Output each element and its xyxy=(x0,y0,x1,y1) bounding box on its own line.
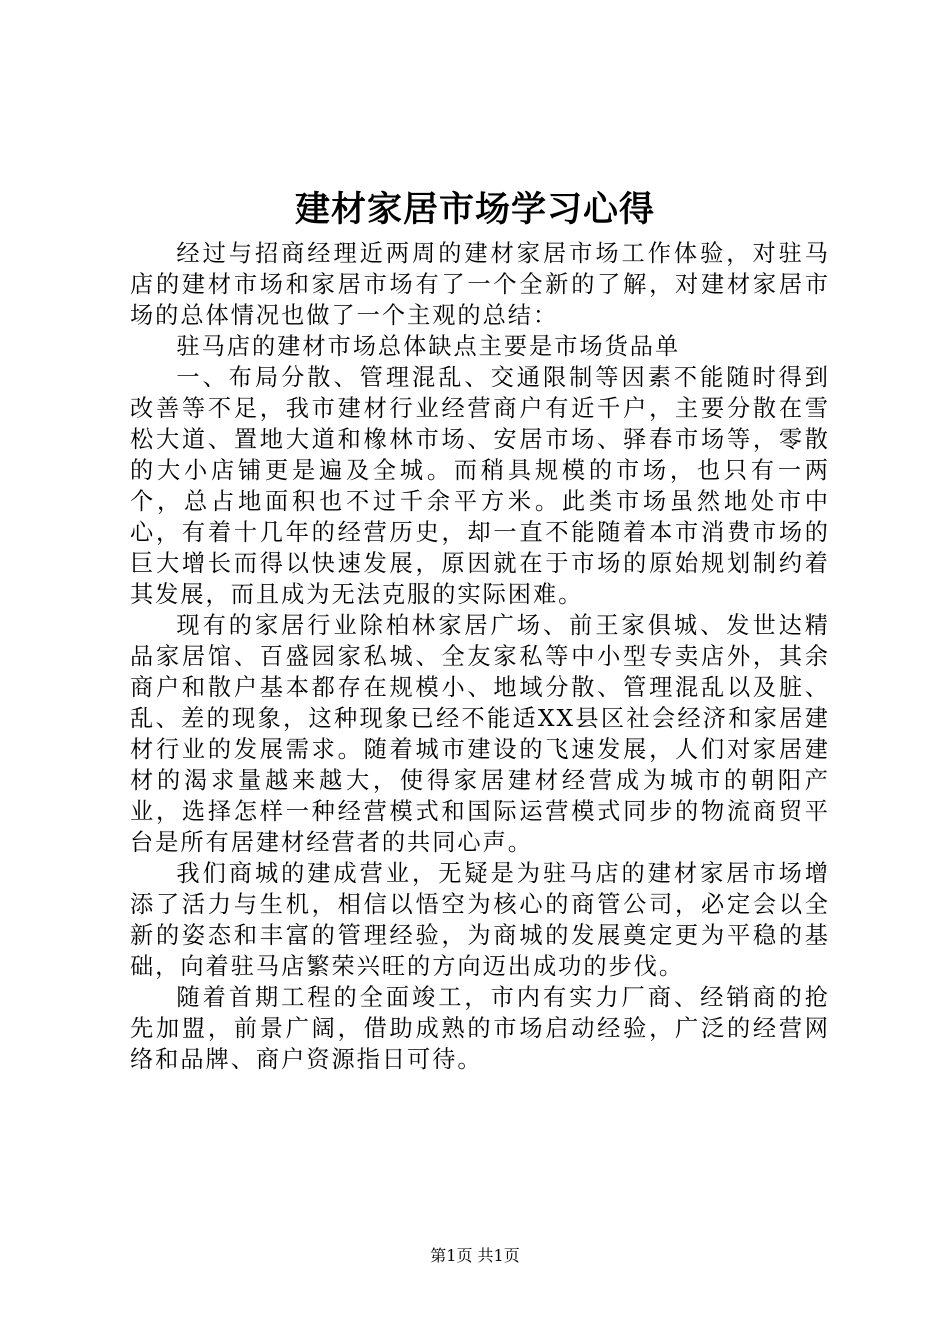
paragraph-point-one: 一、布局分散、管理混乱、交通限制等因素不能随时得到改善等不足，我市建材行业经营商户有近千户，主要分散在雪松大道、置地大道和橡林市场、安居市场、驿春市场等，零散的大小店铺更是遍及全城。而稍具规模的市场，也只有一两个，总占地面积也不过千余平方米。此类市场虽然地处市中心，有着十几年的经营历史，却一直不能随着本市消费市场的巨大增长而得以快速发展，原因就在于市场的原始规划制约着其发展，而且成为无法克服的实际困难。 xyxy=(130,364,830,608)
document-body xyxy=(130,238,830,1075)
paragraph-mall-opening: 我们商城的建成营业，无疑是为驻马店的建材家居市场增添了活力与生机，相信以悟空为核心的商管公司，必定会以全新的姿态和丰富的管理经验，为商城的发展奠定更为平稳的基础，向着驻马店繁荣兴旺的方向迈出成功的步伐。 xyxy=(130,860,830,980)
page-number: 第1页 共1页 xyxy=(430,1246,520,1265)
paragraph-summary: 驻马店的建材市场总体缺点主要是市场货品单 xyxy=(176,333,681,360)
paragraph-outlook: 随着首期工程的全面竣工，市内有实力厂商、经销商的抢先加盟，前景广阔，借助成熟的市场启动经验，广泛的经营网络和品牌、商户资源指日可待。 xyxy=(130,984,830,1073)
paragraph-furniture-industry: 现有的家居行业除柏林家居广场、前王家俱城、发世达精品家居馆、百盛园家私城、全友家私等中小型专卖店外，其余商户和散户基本都存在规模小、地域分散、管理混乱以及脏、乱、差的现象，这种现象已经不能适XX县区社会经济和家居建材行业的发展需求。随着城市建设的飞速发展，人们对家居建材的渴求量越来越大，使得家居建材经营成为城市的朝阳产业，选择怎样一种经营模式和国际运营模式同步的物流商贸平台是所有居建材经营者的共同心声。 xyxy=(130,612,830,856)
paragraph-intro: 经过与招商经理近两周的建材家居市场工作体验，对驻马店的建材市场和家居市场有了一个全新的了解，对建材家居市场的总体情况也做了一个主观的总结： xyxy=(130,240,830,329)
document-title: 建材家居市场学习心得 xyxy=(294,189,655,230)
